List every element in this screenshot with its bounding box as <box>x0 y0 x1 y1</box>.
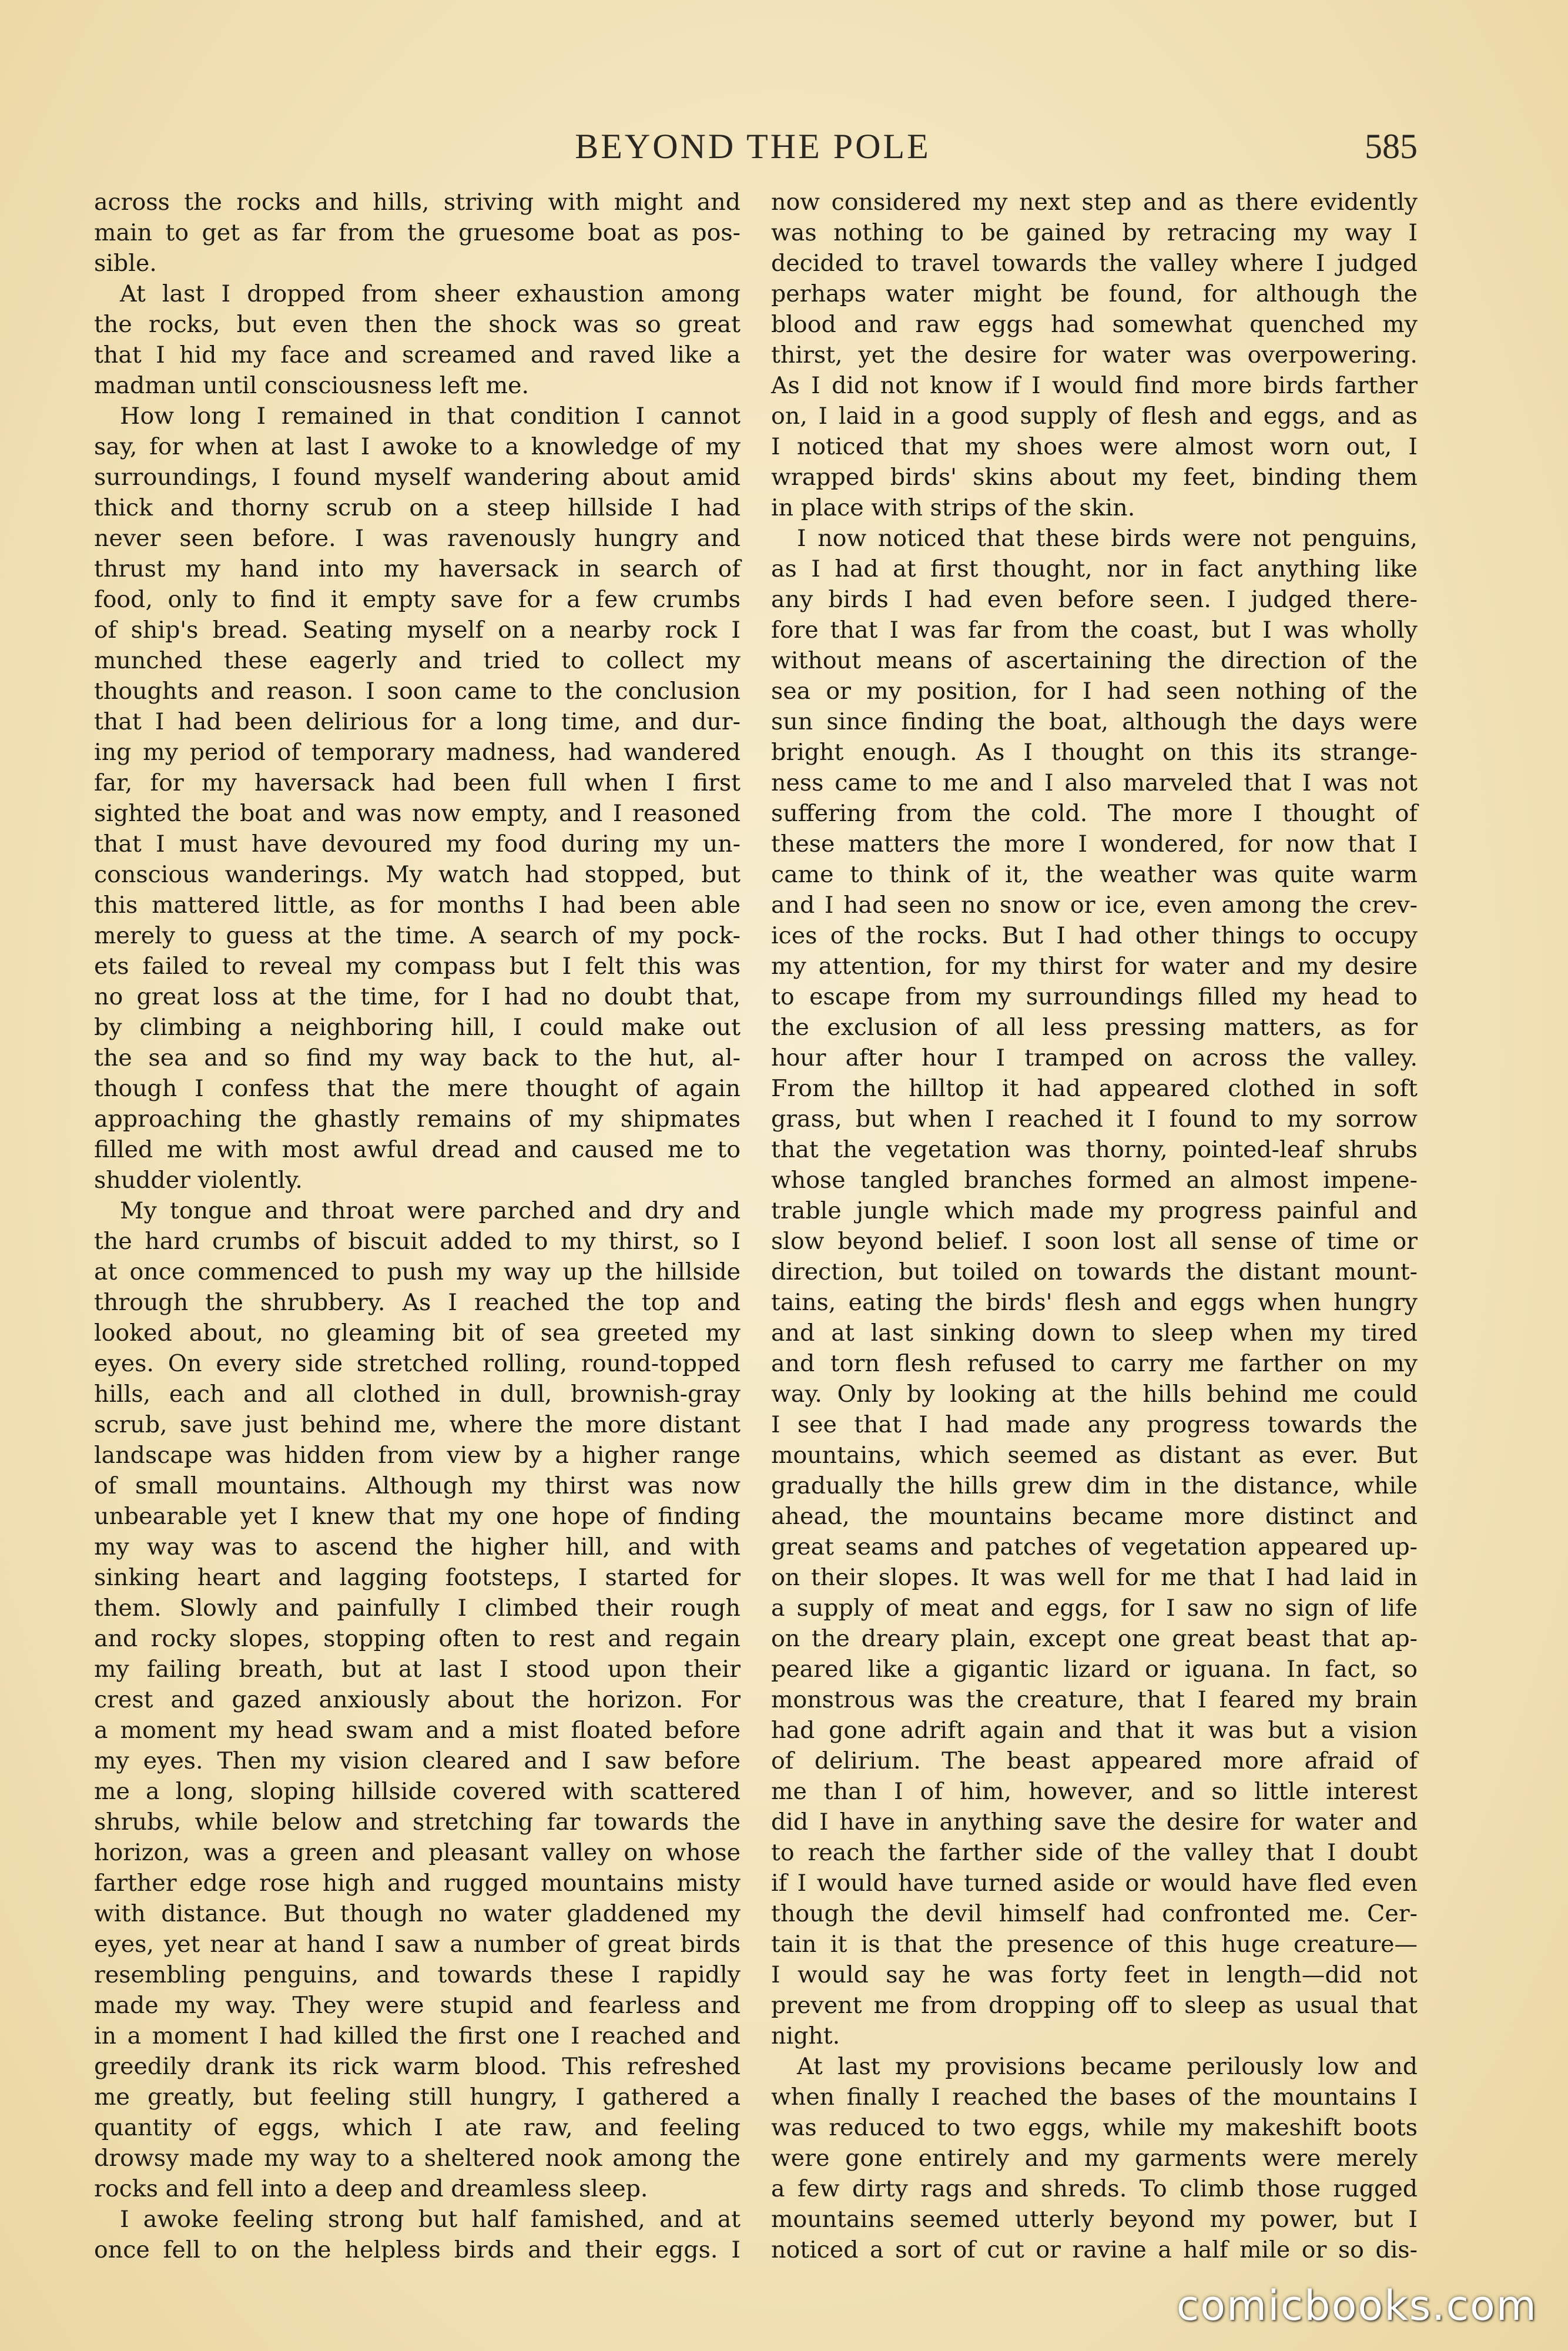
text-line: in place with strips of the skin. <box>771 494 1135 521</box>
text-line: never seen before. I was ravenously hungry and <box>94 525 741 552</box>
text-line: ets failed to reveal my compass but I felt this was <box>94 953 741 980</box>
text-line: to reach the farther side of the valley that I doubt <box>771 1839 1418 1866</box>
text-line: farther edge rose high and rugged mountains misty <box>94 1870 741 1897</box>
text-line: At last my provisions became perilously low and <box>797 2053 1418 2080</box>
text-line: when finally I reached the bases of the mountains I <box>771 2084 1418 2111</box>
text-line: and torn flesh refused to carry me farther on my <box>771 1350 1418 1377</box>
text-line: hour after hour I tramped on across the valley. <box>771 1044 1418 1071</box>
text-line: eyes. On every side stretched rolling, round-topped <box>94 1350 741 1377</box>
text-line: with distance. But though no water gladdened my <box>94 1900 741 1927</box>
text-line: suffering from the cold. The more I thought of <box>771 800 1418 827</box>
text-line: wrapped birds' skins about my feet, binding them <box>771 464 1418 491</box>
text-line: of small mountains. Although my thirst was now <box>94 1472 741 1499</box>
text-line: by climbing a neighboring hill, I could make out <box>94 1014 741 1041</box>
text-line: my attention, for my thirst for water and my desire <box>771 953 1418 980</box>
text-line: I awoke feeling strong but half famished, and at <box>120 2206 741 2233</box>
text-line: that the vegetation was thorny, pointed-leaf shrubs <box>771 1136 1418 1163</box>
text-line: munched these eagerly and tried to collect my <box>94 647 741 674</box>
text-line: me than I of him, however, and so little interest <box>771 1778 1418 1805</box>
text-line: in a moment I had killed the first one I reached and <box>94 2022 741 2049</box>
text-line: ing my period of temporary madness, had wandered <box>94 739 741 766</box>
text-line: ahead, the mountains became more distinct and <box>771 1503 1418 1530</box>
text-line: any birds I had even before seen. I judged there- <box>771 586 1418 613</box>
text-line: these matters the more I wondered, for now that I <box>771 830 1418 858</box>
right-text-column <box>771 187 1418 2265</box>
text-line: shudder violently. <box>94 1167 303 1194</box>
text-line: How long I remained in that condition I cannot <box>120 403 741 430</box>
text-line: thoughts and reason. I soon came to the conclusion <box>94 678 741 705</box>
text-line: mountains seemed utterly beyond my power, but I <box>771 2206 1418 2233</box>
text-line: the hard crumbs of biscuit added to my thirst, so I <box>94 1228 741 1255</box>
text-line: conscious wanderings. My watch had stopped, but <box>94 861 741 888</box>
text-line: whose tangled branches formed an almost impene- <box>771 1167 1418 1194</box>
text-line: crest and gazed anxiously about the horizon. For <box>94 1686 741 1713</box>
text-line: though the devil himself had confronted me. Cer- <box>771 1900 1418 1927</box>
text-line: on the dreary plain, except one great beast that ap- <box>771 1625 1418 1652</box>
text-line: grass, but when I reached it I found to my sorrow <box>771 1106 1418 1133</box>
text-line: ness came to me and I also marveled that I was not <box>771 769 1418 796</box>
text-line: across the rocks and hills, striving with might and <box>94 189 741 216</box>
text-line: direction, but toiled on towards the distant mount- <box>771 1258 1418 1285</box>
text-line: on their slopes. It was well for me that I had laid in <box>771 1564 1418 1591</box>
text-line: though I confess that the mere thought of again <box>94 1075 741 1102</box>
text-line: was reduced to two eggs, while my makeshift boots <box>771 2114 1418 2141</box>
watermark: comicbooks.com <box>1176 2282 1537 2330</box>
text-line: me a long, sloping hillside covered with scattered <box>94 1778 741 1805</box>
text-line: ices of the rocks. But I had other things to occupy <box>771 922 1418 949</box>
text-line: the rocks, but even then the shock was so great <box>94 311 741 338</box>
text-line: drowsy made my way to a sheltered nook among the <box>94 2145 741 2172</box>
text-line: surroundings, I found myself wandering about amid <box>94 464 741 491</box>
text-line: looked about, no gleaming bit of sea greeted my <box>94 1319 741 1347</box>
text-line: them. Slowly and painfully I climbed their rough <box>94 1595 741 1622</box>
text-line: that I hid my face and screamed and raved like a <box>94 341 741 369</box>
text-line: peared like a gigantic lizard or iguana. In fact, so <box>771 1656 1418 1683</box>
text-line: horizon, was a green and pleasant valley on whose <box>94 1839 741 1866</box>
text-line: through the shrubbery. As I reached the top and <box>94 1289 741 1316</box>
page-number: 585 <box>1365 127 1418 166</box>
text-line: thick and thorny scrub on a steep hillside I had <box>94 494 741 521</box>
text-line: once fell to on the helpless birds and their eggs. I <box>94 2236 741 2263</box>
text-line: mountains, which seemed as distant as ever. But <box>771 1442 1418 1469</box>
text-line: did I have in anything save the desire for water and <box>771 1809 1418 1836</box>
text-line: the sea and so find my way back to the hut, al- <box>94 1044 741 1071</box>
text-line: of ship's bread. Seating myself on a nearby rock I <box>94 617 741 644</box>
text-line: a moment my head swam and a mist floated before <box>94 1717 741 1744</box>
text-line: no great loss at the time, for I had no doubt that, <box>94 983 741 1010</box>
text-line: From the hilltop it had appeared clothed in soft <box>771 1075 1418 1102</box>
text-line: were gone entirely and my garments were merely <box>771 2145 1418 2172</box>
text-line: and I had seen no snow or ice, even among the crev- <box>771 892 1418 919</box>
text-line: at once commenced to push my way up the hillside <box>94 1258 741 1285</box>
text-line: tain it is that the presence of this huge creature— <box>771 1931 1418 1958</box>
text-line: as I had at first thought, nor in fact anything like <box>771 555 1418 582</box>
text-line: a supply of meat and eggs, for I saw no sign of life <box>771 1595 1418 1622</box>
text-line: rocks and fell into a deep and dreamless sleep. <box>94 2175 648 2202</box>
text-line: to escape from my surroundings filled my head to <box>771 983 1418 1010</box>
text-line: if I would have turned aside or would have fled even <box>771 1870 1418 1897</box>
text-line: a few dirty rags and shreds. To climb those rugged <box>771 2175 1418 2202</box>
text-line: food, only to find it empty save for a few crumbs <box>94 586 741 613</box>
text-line: say, for when at last I awoke to a knowledge of my <box>94 433 741 460</box>
text-line: now considered my next step and as there evidently <box>771 189 1418 216</box>
text-line: perhaps water might be found, for although the <box>771 280 1418 307</box>
text-line: way. Only by looking at the hills behind me could <box>771 1381 1418 1408</box>
text-line: As I did not know if I would find more birds farther <box>771 372 1418 399</box>
text-line: gradually the hills grew dim in the distance, while <box>771 1472 1418 1499</box>
text-line: noticed a sort of cut or ravine a half mile or so dis- <box>771 2236 1418 2263</box>
text-line: unbearable yet I knew that my one hope of finding <box>94 1503 741 1530</box>
text-line: my way was to ascend the higher hill, and with <box>94 1533 741 1560</box>
text-line: main to get as far from the gruesome boat as pos- <box>94 219 741 246</box>
text-line: I would say he was forty feet in length—did not <box>771 1961 1418 1988</box>
text-line: on, I laid in a good supply of flesh and eggs, and as <box>771 403 1418 430</box>
text-line: madman until consciousness left me. <box>94 372 530 399</box>
text-line: approaching the ghastly remains of my shipmates <box>94 1106 741 1133</box>
text-line: sible. <box>94 250 157 277</box>
text-line: I noticed that my shoes were almost worn out, I <box>771 433 1418 460</box>
text-line: landscape was hidden from view by a higher range <box>94 1442 741 1469</box>
text-line: thirst, yet the desire for water was overpowering. <box>771 341 1418 369</box>
text-line: sun since finding the boat, although the days were <box>771 708 1418 735</box>
text-line: sighted the boat and was now empty, and I reasoned <box>94 800 741 827</box>
text-line: blood and raw eggs had somewhat quenched my <box>771 311 1418 338</box>
text-line: my eyes. Then my vision cleared and I saw before <box>94 1747 741 1774</box>
text-line: eyes, yet near at hand I saw a number of great birds <box>94 1931 741 1958</box>
text-line: quantity of eggs, which I ate raw, and feeling <box>94 2114 741 2141</box>
text-line: great seams and patches of vegetation appeared up- <box>771 1533 1418 1560</box>
text-line: merely to guess at the time. A search of my pock- <box>94 922 741 949</box>
text-line: this mattered little, as for months I had been able <box>94 892 741 919</box>
text-line: slow beyond belief. I soon lost all sense of time or <box>771 1228 1418 1255</box>
text-line: and at last sinking down to sleep when my tired <box>771 1319 1418 1347</box>
text-line: prevent me from dropping off to sleep as usual that <box>771 1992 1418 2019</box>
text-line: My tongue and throat were parched and dry and <box>120 1197 741 1224</box>
text-line: I now noticed that these birds were not penguins, <box>797 525 1418 552</box>
text-line: hills, each and all clothed in dull, brownish-gray <box>94 1381 741 1408</box>
text-line: night. <box>771 2022 840 2049</box>
text-line: far, for my haversack had been full when I first <box>94 769 741 796</box>
page-header <box>88 126 1418 173</box>
text-line: of delirium. The beast appeared more afraid of <box>771 1747 1418 1774</box>
text-line: made my way. They were stupid and fearless and <box>94 1992 741 2019</box>
text-line: trable jungle which made my progress painful and <box>771 1197 1418 1224</box>
text-line: shrubs, while below and stretching far towards the <box>94 1809 741 1836</box>
text-line: and rocky slopes, stopping often to rest and regain <box>94 1625 741 1652</box>
text-line: decided to travel towards the valley where I judged <box>771 250 1418 277</box>
text-line: the exclusion of all less pressing matters, as for <box>771 1014 1418 1041</box>
text-line: monstrous was the creature, that I feared my brain <box>771 1686 1418 1713</box>
text-line: bright enough. As I thought on this its strange- <box>771 739 1418 766</box>
text-line: that I must have devoured my food during my un- <box>94 830 741 858</box>
text-line: greedily drank its rick warm blood. This refreshed <box>94 2053 741 2080</box>
text-line: that I had been delirious for a long time, and dur- <box>94 708 741 735</box>
text-line: I see that I had made any progress towards the <box>771 1411 1418 1438</box>
text-line: sea or my position, for I had seen nothing of the <box>771 678 1418 705</box>
text-line: had gone adrift again and that it was but a vision <box>771 1717 1418 1744</box>
left-text-column <box>94 187 741 2265</box>
text-line: me greatly, but feeling still hungry, I gathered a <box>94 2084 741 2111</box>
text-line: fore that I was far from the coast, but I was wholly <box>771 617 1418 644</box>
running-title: BEYOND THE POLE <box>575 127 931 166</box>
text-line: my failing breath, but at last I stood upon their <box>94 1656 741 1683</box>
text-line: At last I dropped from sheer exhaustion among <box>120 280 741 307</box>
text-line: came to think of it, the weather was quite warm <box>771 861 1418 888</box>
text-line: thrust my hand into my haversack in search of <box>94 555 741 582</box>
text-line: scrub, save just behind me, where the more distant <box>94 1411 741 1438</box>
text-line: was nothing to be gained by retracing my way I <box>771 219 1418 246</box>
text-line: sinking heart and lagging footsteps, I started for <box>94 1564 741 1591</box>
text-line: tains, eating the birds' flesh and eggs when hungry <box>771 1289 1418 1316</box>
text-line: filled me with most awful dread and caused me to <box>94 1136 741 1163</box>
text-line: without means of ascertaining the direction of the <box>771 647 1418 674</box>
text-line: resembling penguins, and towards these I rapidly <box>94 1961 741 1988</box>
